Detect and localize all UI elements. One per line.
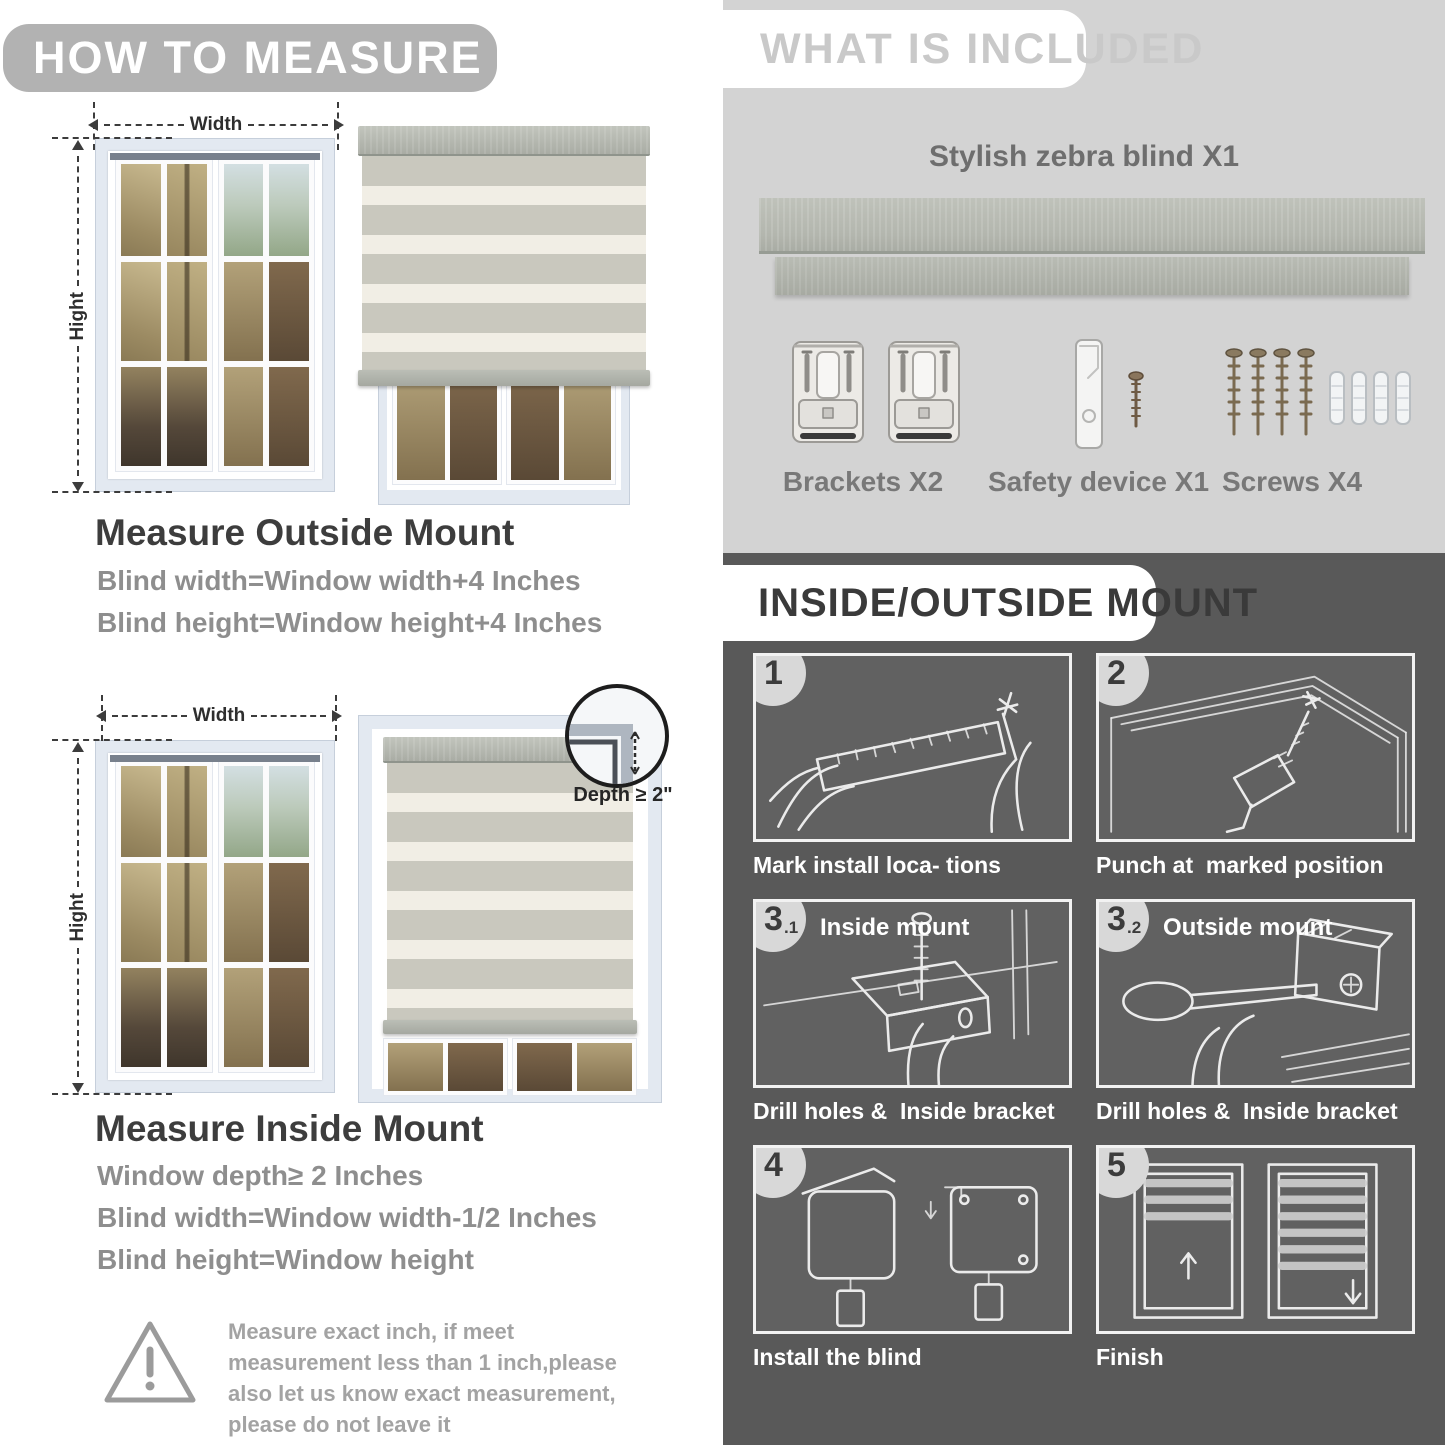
step-3-1 bbox=[753, 899, 1072, 1125]
height-arrow bbox=[66, 742, 90, 1093]
component-label: Screws X4 bbox=[1221, 466, 1363, 497]
window-pane bbox=[269, 367, 309, 466]
included-components-row bbox=[723, 338, 1445, 452]
step-number-badge: 4 bbox=[753, 1145, 806, 1198]
window-pane bbox=[224, 164, 264, 256]
step-caption: Drill holes & Inside bracket bbox=[1096, 1098, 1398, 1124]
arrow-right-icon bbox=[334, 119, 344, 131]
height-arrow bbox=[66, 140, 90, 492]
blind-headrail-product bbox=[759, 198, 1425, 254]
step-4-tile bbox=[753, 1145, 1072, 1334]
step-number-badge: 2 bbox=[1096, 653, 1149, 706]
measure-outside-title: Measure Outside Mount bbox=[95, 512, 515, 553]
warning-triangle-icon bbox=[100, 1316, 200, 1408]
what-is-included-header: WHAT IS INCLUDED bbox=[700, 10, 1086, 88]
step-overlay-title: Inside mount bbox=[820, 914, 970, 941]
window-pane bbox=[121, 164, 161, 256]
window-pane bbox=[269, 262, 309, 361]
bracket-art bbox=[883, 338, 965, 450]
product-label: Stylish zebra blind X1 bbox=[928, 140, 1240, 173]
window-pane bbox=[397, 370, 445, 480]
width-arrow bbox=[96, 705, 342, 727]
step-2-tile bbox=[1096, 653, 1415, 842]
step-caption: Install the blind bbox=[753, 1344, 922, 1370]
measure-inside-title: Measure Inside Mount bbox=[95, 1108, 484, 1149]
window-illustration-inside bbox=[95, 740, 335, 1093]
depth-detail-art bbox=[569, 688, 665, 784]
arrow-right-icon bbox=[332, 710, 342, 722]
bracket-icon bbox=[781, 338, 971, 452]
component-label: Brackets X2 bbox=[782, 466, 944, 497]
arrow-left-icon bbox=[88, 119, 98, 131]
step-caption: Drill holes & Inside bracket bbox=[753, 1098, 1055, 1124]
magnifier-circle-icon bbox=[565, 684, 669, 788]
safety-device-icon bbox=[1053, 338, 1173, 452]
arrow-down-icon bbox=[72, 482, 84, 492]
bracket-art bbox=[787, 338, 869, 450]
window-pane bbox=[167, 968, 207, 1067]
window-pane bbox=[121, 863, 161, 962]
inside-outside-mount-header: INSIDE/OUTSIDE MOUNT bbox=[700, 565, 1156, 641]
arrow-up-icon bbox=[72, 140, 84, 150]
width-label: Width bbox=[192, 705, 246, 726]
window-illustration-outside bbox=[95, 138, 335, 492]
step-3-1-tile bbox=[753, 899, 1072, 1088]
window-sash bbox=[218, 760, 316, 1073]
installation-steps bbox=[753, 653, 1415, 1391]
step-2 bbox=[1096, 653, 1415, 879]
window-pane bbox=[577, 1043, 632, 1091]
measure-outside-line: Blind height=Window height+4 Inches bbox=[97, 607, 603, 638]
how-to-measure-header: HOW TO MEASURE bbox=[3, 24, 497, 92]
window-pane bbox=[448, 1043, 503, 1091]
window-sash bbox=[115, 760, 213, 1073]
zebra-blind-outside bbox=[358, 126, 650, 505]
window-sash bbox=[218, 158, 316, 472]
window-pane bbox=[167, 367, 207, 466]
height-end-line bbox=[52, 1093, 172, 1095]
measure-inside-line: Window depth≥ 2 Inches bbox=[97, 1160, 424, 1191]
step-4 bbox=[753, 1145, 1072, 1371]
arrow-left-icon bbox=[96, 710, 106, 722]
measurement-warning bbox=[100, 1316, 660, 1440]
zebra-blind-inside-window bbox=[358, 715, 673, 1103]
height-end-line bbox=[52, 137, 172, 139]
window-pane bbox=[167, 863, 207, 962]
measure-inside-line: Blind height=Window height bbox=[97, 1244, 474, 1275]
measure-outside-line: Blind width=Window width+4 Inches bbox=[97, 565, 581, 596]
window-pane bbox=[269, 863, 309, 962]
step-1-tile bbox=[753, 653, 1072, 842]
step-number-badge: 1 bbox=[753, 653, 806, 706]
depth-note: Depth ≥ 2" bbox=[573, 784, 673, 806]
window-pane bbox=[121, 766, 161, 857]
arrow-up-icon bbox=[72, 742, 84, 752]
blind-bottom-rail bbox=[383, 1020, 637, 1034]
blind-headrail-product-lip bbox=[775, 257, 1409, 295]
window-pane bbox=[269, 164, 309, 256]
window-pane bbox=[121, 968, 161, 1067]
width-arrow bbox=[88, 114, 344, 136]
what-is-included-panel bbox=[723, 0, 1445, 553]
window-lintel bbox=[110, 153, 320, 160]
blind-headrail bbox=[358, 126, 650, 156]
window-pane bbox=[224, 863, 264, 962]
step-3-2 bbox=[1096, 899, 1415, 1125]
window-pane bbox=[224, 766, 264, 857]
window-pane bbox=[564, 370, 612, 480]
window-pane bbox=[224, 968, 264, 1067]
step-overlay-title: Outside mount bbox=[1163, 914, 1333, 941]
height-end-line bbox=[52, 739, 172, 741]
blind-bottom-rail bbox=[358, 370, 650, 386]
outside-mount-figure bbox=[0, 100, 700, 505]
step-caption: Mark install loca- tions bbox=[753, 852, 1001, 878]
window-pane bbox=[517, 1043, 572, 1091]
window-pane bbox=[224, 262, 264, 361]
step-number-badge: 5 bbox=[1096, 1145, 1149, 1198]
step-number-badge: 3 .1 bbox=[753, 899, 806, 952]
step-number-badge: 3 .2 bbox=[1096, 899, 1149, 952]
safety-device-art bbox=[1058, 338, 1168, 452]
arrow-down-icon bbox=[72, 1083, 84, 1093]
blind-fabric bbox=[362, 156, 646, 370]
warning-text: Measure exact inch, if meet measurement less than 1 inch,please also let us know exact measurement, please do not leave it bbox=[228, 1319, 623, 1437]
screws-art bbox=[1218, 338, 1418, 446]
window-pane bbox=[269, 968, 309, 1067]
measure-inside-line: Blind width=Window width-1/2 Inches bbox=[97, 1202, 597, 1233]
step-5 bbox=[1096, 1145, 1415, 1371]
window-pane bbox=[224, 367, 264, 466]
step-3-2-tile bbox=[1096, 899, 1415, 1088]
window-pane bbox=[121, 262, 161, 361]
window-lintel bbox=[110, 755, 320, 762]
screws-icon bbox=[1218, 338, 1418, 452]
width-label: Width bbox=[189, 114, 243, 135]
step-5-tile bbox=[1096, 1145, 1415, 1334]
window-pane bbox=[121, 367, 161, 466]
window-pane bbox=[167, 262, 207, 361]
right-section bbox=[723, 0, 1445, 1445]
height-label: Hight bbox=[67, 291, 88, 341]
window-pane bbox=[388, 1043, 443, 1091]
step-1 bbox=[753, 653, 1072, 879]
how-to-measure-section bbox=[0, 0, 700, 1445]
window-pane bbox=[450, 370, 498, 480]
window-pane bbox=[167, 164, 207, 256]
inside-mount-figure bbox=[0, 695, 700, 1107]
window-pane bbox=[511, 370, 559, 480]
window-sash bbox=[115, 158, 213, 472]
window-pane bbox=[167, 766, 207, 857]
inside-outside-mount-panel bbox=[723, 553, 1445, 1445]
step-caption: Finish bbox=[1096, 1344, 1164, 1370]
window-pane bbox=[269, 766, 309, 857]
step-caption: Punch at marked position bbox=[1096, 852, 1384, 878]
height-label: Hight bbox=[67, 893, 88, 942]
component-label: Safety device X1 bbox=[988, 466, 1210, 497]
